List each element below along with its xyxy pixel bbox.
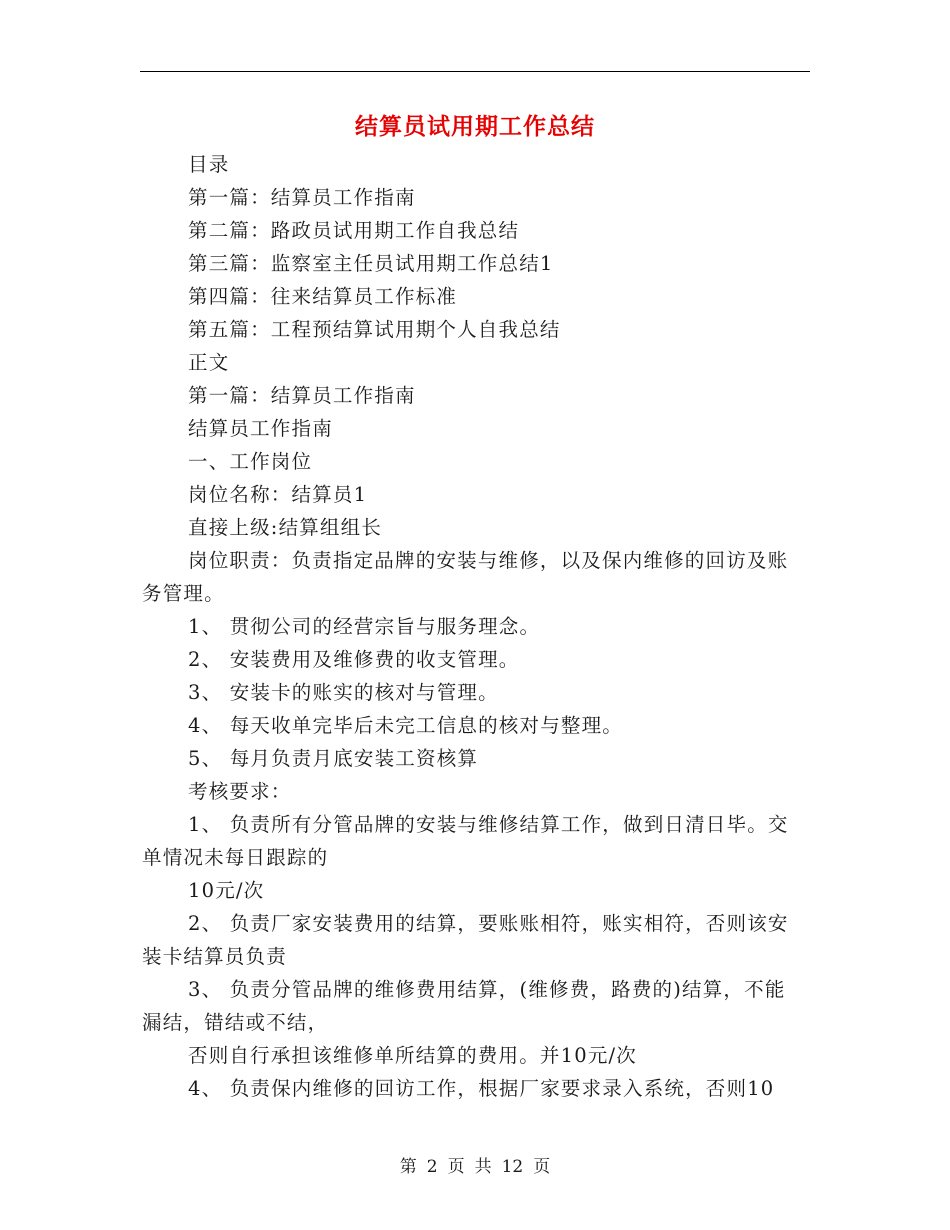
list-item: 3、 安装卡的账实的核对与管理。 bbox=[188, 681, 499, 704]
text-line: 考核要求： bbox=[188, 780, 292, 803]
text-line: 正文 bbox=[188, 351, 230, 374]
text-line: 一、工作岗位 bbox=[188, 450, 313, 473]
header-rule bbox=[140, 71, 810, 72]
section-heading: 第一篇：结算员工作指南 bbox=[188, 384, 416, 407]
total-label: 共 bbox=[474, 1157, 492, 1177]
toc-item: 第五篇：工程预结算试用期个人自我总结 bbox=[188, 318, 561, 341]
list-item: 4、 每天收单完毕后未完工信息的核对与整理。 bbox=[188, 714, 624, 737]
page-unit: 页 bbox=[447, 1157, 465, 1177]
text-line: 目录 bbox=[188, 153, 230, 176]
document-body bbox=[142, 148, 804, 1105]
page-number: 2 bbox=[426, 1157, 438, 1177]
text-line: 岗位名称：结算员1 bbox=[188, 483, 368, 506]
list-item: 2、 安装费用及维修费的收支管理。 bbox=[188, 648, 520, 671]
paragraph: 岗位职责：负责指定品牌的安装与维修，以及保内维修的回访及账务管理。 bbox=[142, 549, 789, 605]
page-label: 第 bbox=[399, 1157, 417, 1177]
list-item: 2、 负责厂家安装费用的结算，要账账相符，账实相符，否则该安装卡结算员负责 bbox=[142, 912, 789, 968]
total-unit: 页 bbox=[533, 1157, 551, 1177]
page-footer bbox=[140, 1152, 810, 1177]
toc-item: 第二篇：路政员试用期工作自我总结 bbox=[188, 219, 520, 242]
toc-item: 第三篇：监察室主任员试用期工作总结1 bbox=[188, 252, 554, 275]
document-title: 结算员试用期工作总结 bbox=[355, 113, 595, 140]
text-line: 结算员工作指南 bbox=[188, 417, 333, 440]
list-item: 4、 负责保内维修的回访工作，根据厂家要求录入系统，否则10 bbox=[188, 1077, 775, 1100]
text-line: 10元/次 bbox=[188, 879, 265, 902]
list-item: 5、 每月负责月底安装工资核算 bbox=[188, 747, 479, 770]
text-line: 直接上级:结算组组长 bbox=[188, 516, 383, 539]
toc-item: 第一篇：结算员工作指南 bbox=[188, 186, 416, 209]
list-item: 1、 贯彻公司的经营宗旨与服务理念。 bbox=[188, 615, 541, 638]
list-item: 1、 负责所有分管品牌的安装与维修结算工作，做到日清日毕。交单情况未每日跟踪的 bbox=[142, 813, 789, 869]
list-item: 3、 负责分管品牌的维修费用结算，(维修费，路费的)结算，不能漏结，错结或不结， bbox=[142, 978, 786, 1034]
text-line: 否则自行承担该维修单所结算的费用。并10元/次 bbox=[188, 1044, 637, 1067]
toc-item: 第四篇：往来结算员工作标准 bbox=[188, 285, 458, 308]
total-pages: 12 bbox=[501, 1157, 524, 1177]
